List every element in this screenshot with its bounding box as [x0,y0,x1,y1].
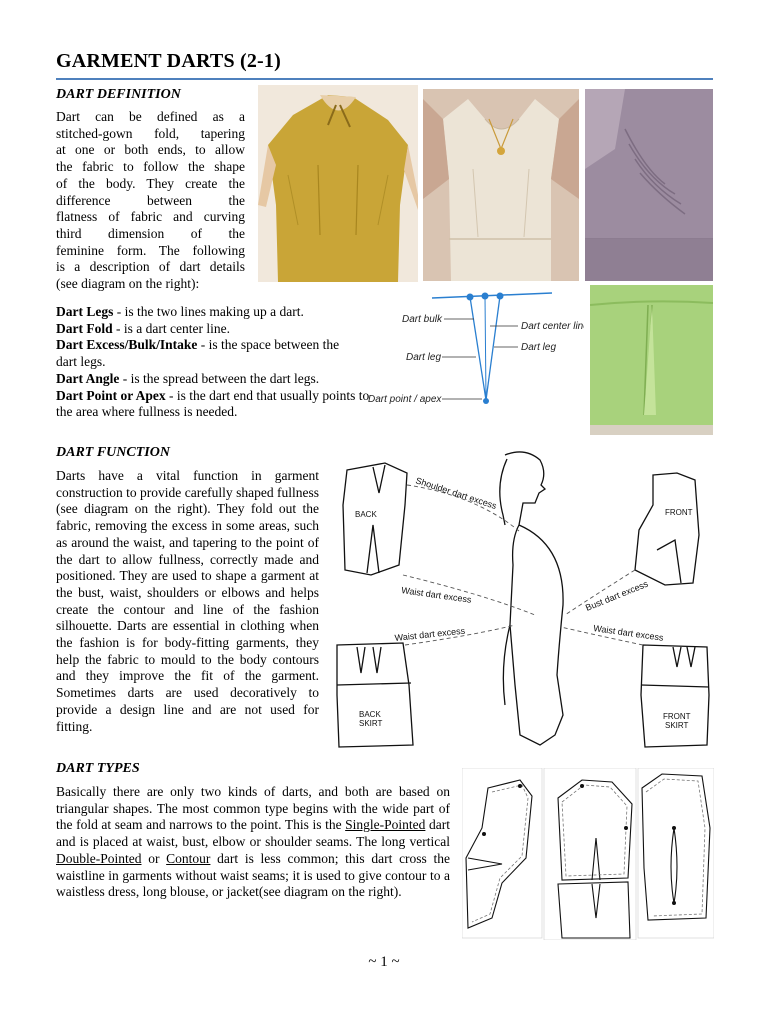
definition-term: Dart Excess/Bulk/Intake [56,337,198,353]
definition-term: Dart Point or Apex [56,387,166,403]
label-bust-dart-excess: Bust dart excess [584,578,650,613]
definition-intro-line: the fabric to follow the shape [56,159,245,175]
heading-dart-function: DART FUNCTION [56,445,170,460]
function-paragraph: Darts have a vital function in garment construction to provide carefully shaped fullness (see diagram on the right). They fold out the fabric, removing the excess in some areas, such as around the waist, and tapering to the point of the dart to allow fullness, correctly made and positioned. They are used to shape a garment at the bust, waist, shoulders or elbows and helps create the contour and line of the fashion silhouette. Darts are essential in clothing when the fashion is for body-fitting garments, they help the fabric to mould to the body contours and they improve the fit of the garment. Sometimes darts are used decoratively to provide a design line and are not used for fitting. [56,468,319,734]
label-back: BACK [355,510,377,519]
label-dart-leg-left: Dart leg [406,352,442,363]
photo-mauve-dart-detail [585,89,713,281]
definition-term-item [56,304,356,321]
link-contour: Contour [166,850,211,866]
definition-term: Dart Legs [56,304,114,319]
title-rule [56,78,713,80]
photo-mustard-blouse [258,85,418,282]
definition-term-desc: - is the space between the dart legs. [56,337,340,370]
definition-term-desc: - is the spread between the dart legs. [119,370,320,386]
definition-terms [56,304,370,421]
definition-intro [56,109,245,293]
definition-intro-line: third dimension of the [56,225,245,241]
label-front-skirt-1: FRONT [663,712,691,721]
definition-intro-line: feminine form. The following [56,242,245,258]
definition-intro-line: stitched-gown fold, tapering [56,125,245,141]
page-title: GARMENT DARTS (2-1) [56,50,281,72]
definition-term-item [56,388,376,421]
label-dart-leg-right: Dart leg [521,342,557,353]
heading-dart-types: DART TYPES [56,761,140,776]
label-waist-dart-excess-upper: Waist dart excess [400,585,473,605]
label-dart-bulk: Dart bulk [402,314,443,325]
label-back-skirt-2: SKIRT [359,719,383,728]
definition-term-item [56,321,356,338]
definition-term-item [56,371,356,388]
page-number: ~ 1 ~ [368,954,400,970]
definition-intro-line: at one or both ends, to allow [56,142,245,158]
label-front: FRONT [665,508,693,517]
definition-intro-line: of the body. They create the [56,175,245,191]
definition-intro-line: Dart can be defined as a [56,109,245,124]
label-back-skirt-1: BACK [359,710,381,719]
definition-intro-line: is a description of dart details [56,259,245,275]
photo-green-skirt-dart [590,285,713,435]
link-single-pointed: Single-Pointed [345,817,426,833]
label-dart-apex: Dart point / apex [368,394,442,405]
definition-intro-line: (see diagram on the right): [56,276,200,292]
definition-term-desc: - is a dart center line. [112,320,230,336]
dart-anatomy-diagram [366,288,584,416]
label-front-skirt-2: SKIRT [665,721,689,730]
label-shoulder-dart-excess: Shoulder dart excess [414,475,498,512]
photo-cream-dress [423,89,579,281]
definition-term: Dart Fold [56,320,113,336]
label-waist-dart-excess-right: Waist dart excess [592,623,665,643]
label-dart-center-line: Dart center line [521,321,584,332]
definition-intro-line: flatness of fabric and curving [56,209,245,225]
definition-term-desc: - is the dart end that usually points to the area where fullness is needed. [56,387,370,420]
types-paragraph: Basically there are only two kinds of darts, and both are based on triangular shapes. The most common type begins with the wide part of the fold at seam and narrows to the point. This is the Single-Pointed dart and is placed at waist, bust, elbow or shoulder seams. The long vertical Double-Pointed or Contour dart is less common; this dart cross the waistline in garments without waist seams; it is used to give contour to a waistless dress, long blouse, or jacket(see diagram on the right). [56,784,451,900]
heading-dart-definition: DART DEFINITION [56,87,181,102]
dart-types-diagram [462,768,714,940]
definition-term: Dart Angle [56,370,120,386]
label-waist-dart-excess-left: Waist dart excess [394,625,466,643]
definition-term-desc: - is the two lines making up a dart. [113,304,304,319]
definition-term-item [56,337,356,370]
dart-function-diagram [335,445,713,765]
definition-intro-line: difference between the [56,192,245,208]
link-double-pointed: Double-Pointed [56,850,142,866]
